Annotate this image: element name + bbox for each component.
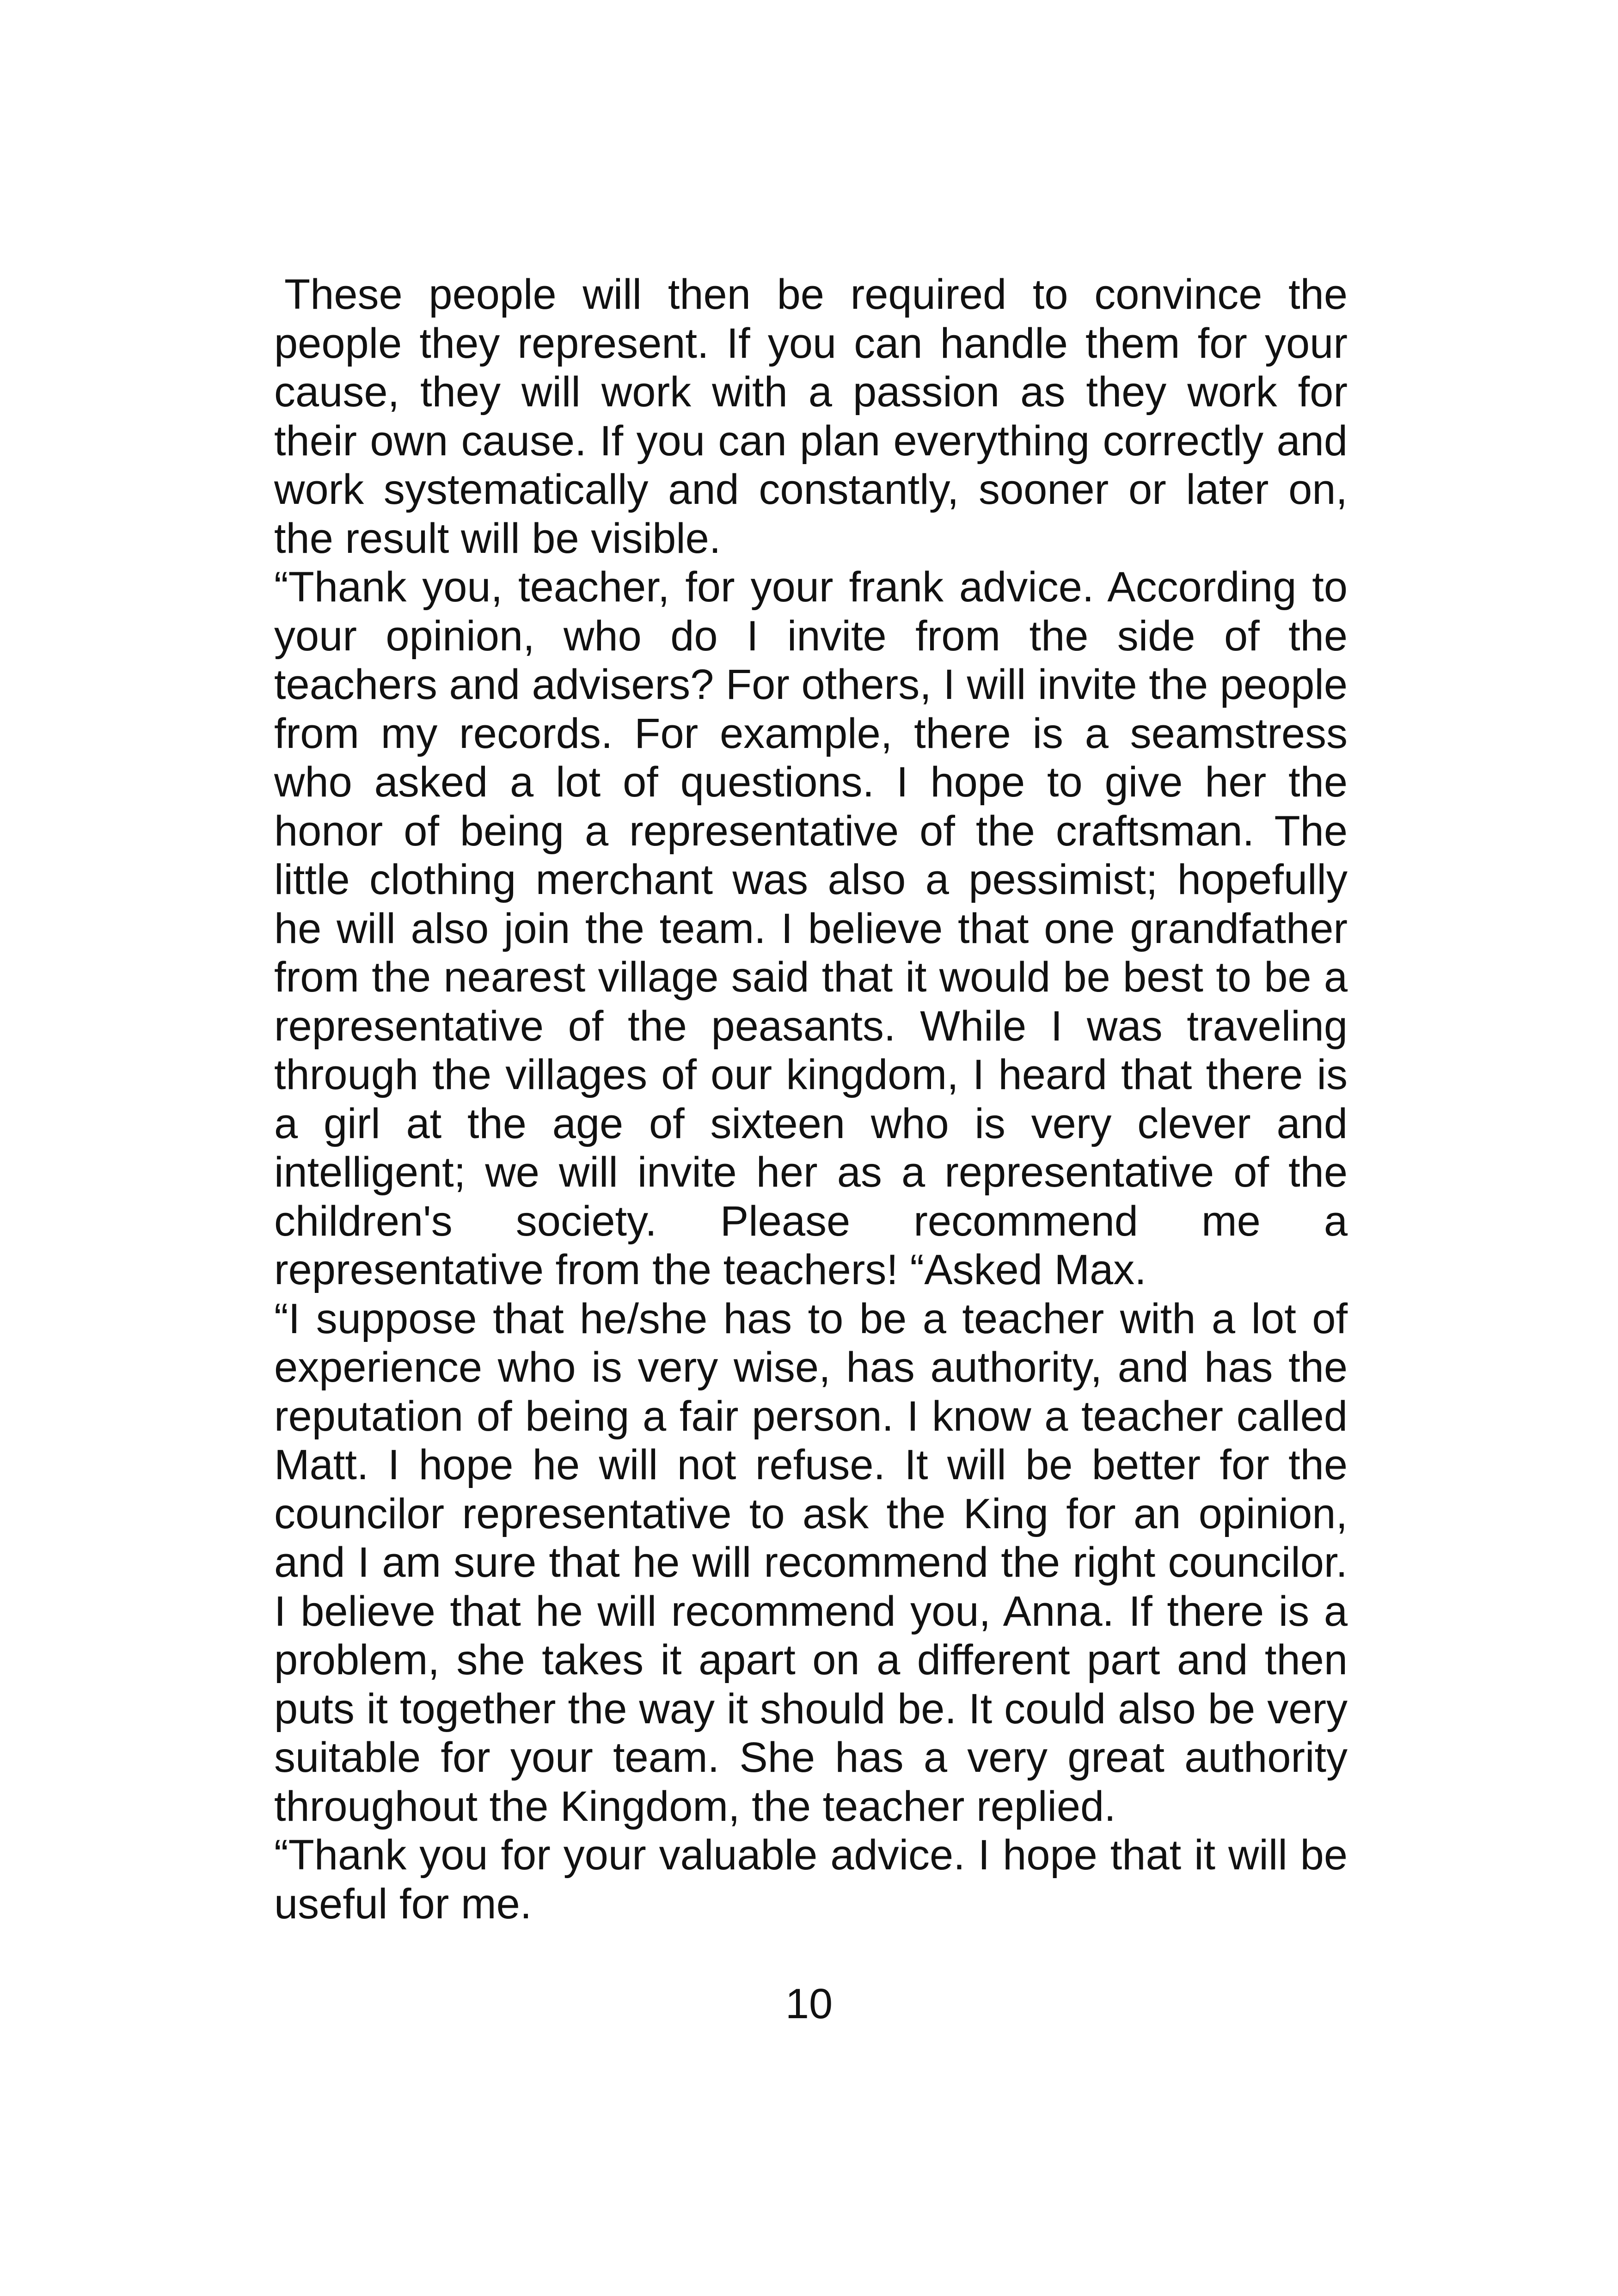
paragraph: “I suppose that he/she has to be a teacher with a lot of experience who is very wise, has authority, and has the reputation of being a fair person. I know a teacher called Matt. I hope he will not refuse. It will be better for the councilor representative to ask the King for an opinion, and I am sure that he will recommend the right councilor. I believe that he will recommend you, Anna. If there is a problem, she takes it apart on a different part and then puts it together the way it should be. It could also be very suitable for your team. She has a very great authority throughout the Kingdom, the teacher replied. [274, 1295, 1348, 1830]
body-text [274, 270, 1348, 1929]
paragraph: “Thank you for your valuable advice. I hope that it will be useful for me. [274, 1831, 1348, 1928]
paragraph: “Thank you, teacher, for your frank advice. According to your opinion, who do I invite from the side of the teachers and advisers? For others, I will invite the people from my records. For example, there is a seamstress who asked a lot of questions. I hope to give her the honor of being a representative of the craftsman. The little clothing merchant was also a pessimist; hopefully he will also join the team. I believe that one grandfather from the nearest village said that it would be best to be a representative of the peasants. While I was traveling through the villages of our kingdom, I heard that there is a girl at the age of sixteen who is very clever and intelligent; we will invite her as a representative of the children's society. Please recommend me a representative from the teachers! “Asked Max. [274, 563, 1348, 1293]
page-number: 10 [785, 1980, 833, 2027]
paragraph: These people will then be required to convince the people they represent. If you can handle them for your cause, they will work with a passion as they work for their own cause. If you can plan everything correctly and work systematically and constantly, sooner or later on, the result will be visible. [274, 271, 1348, 562]
